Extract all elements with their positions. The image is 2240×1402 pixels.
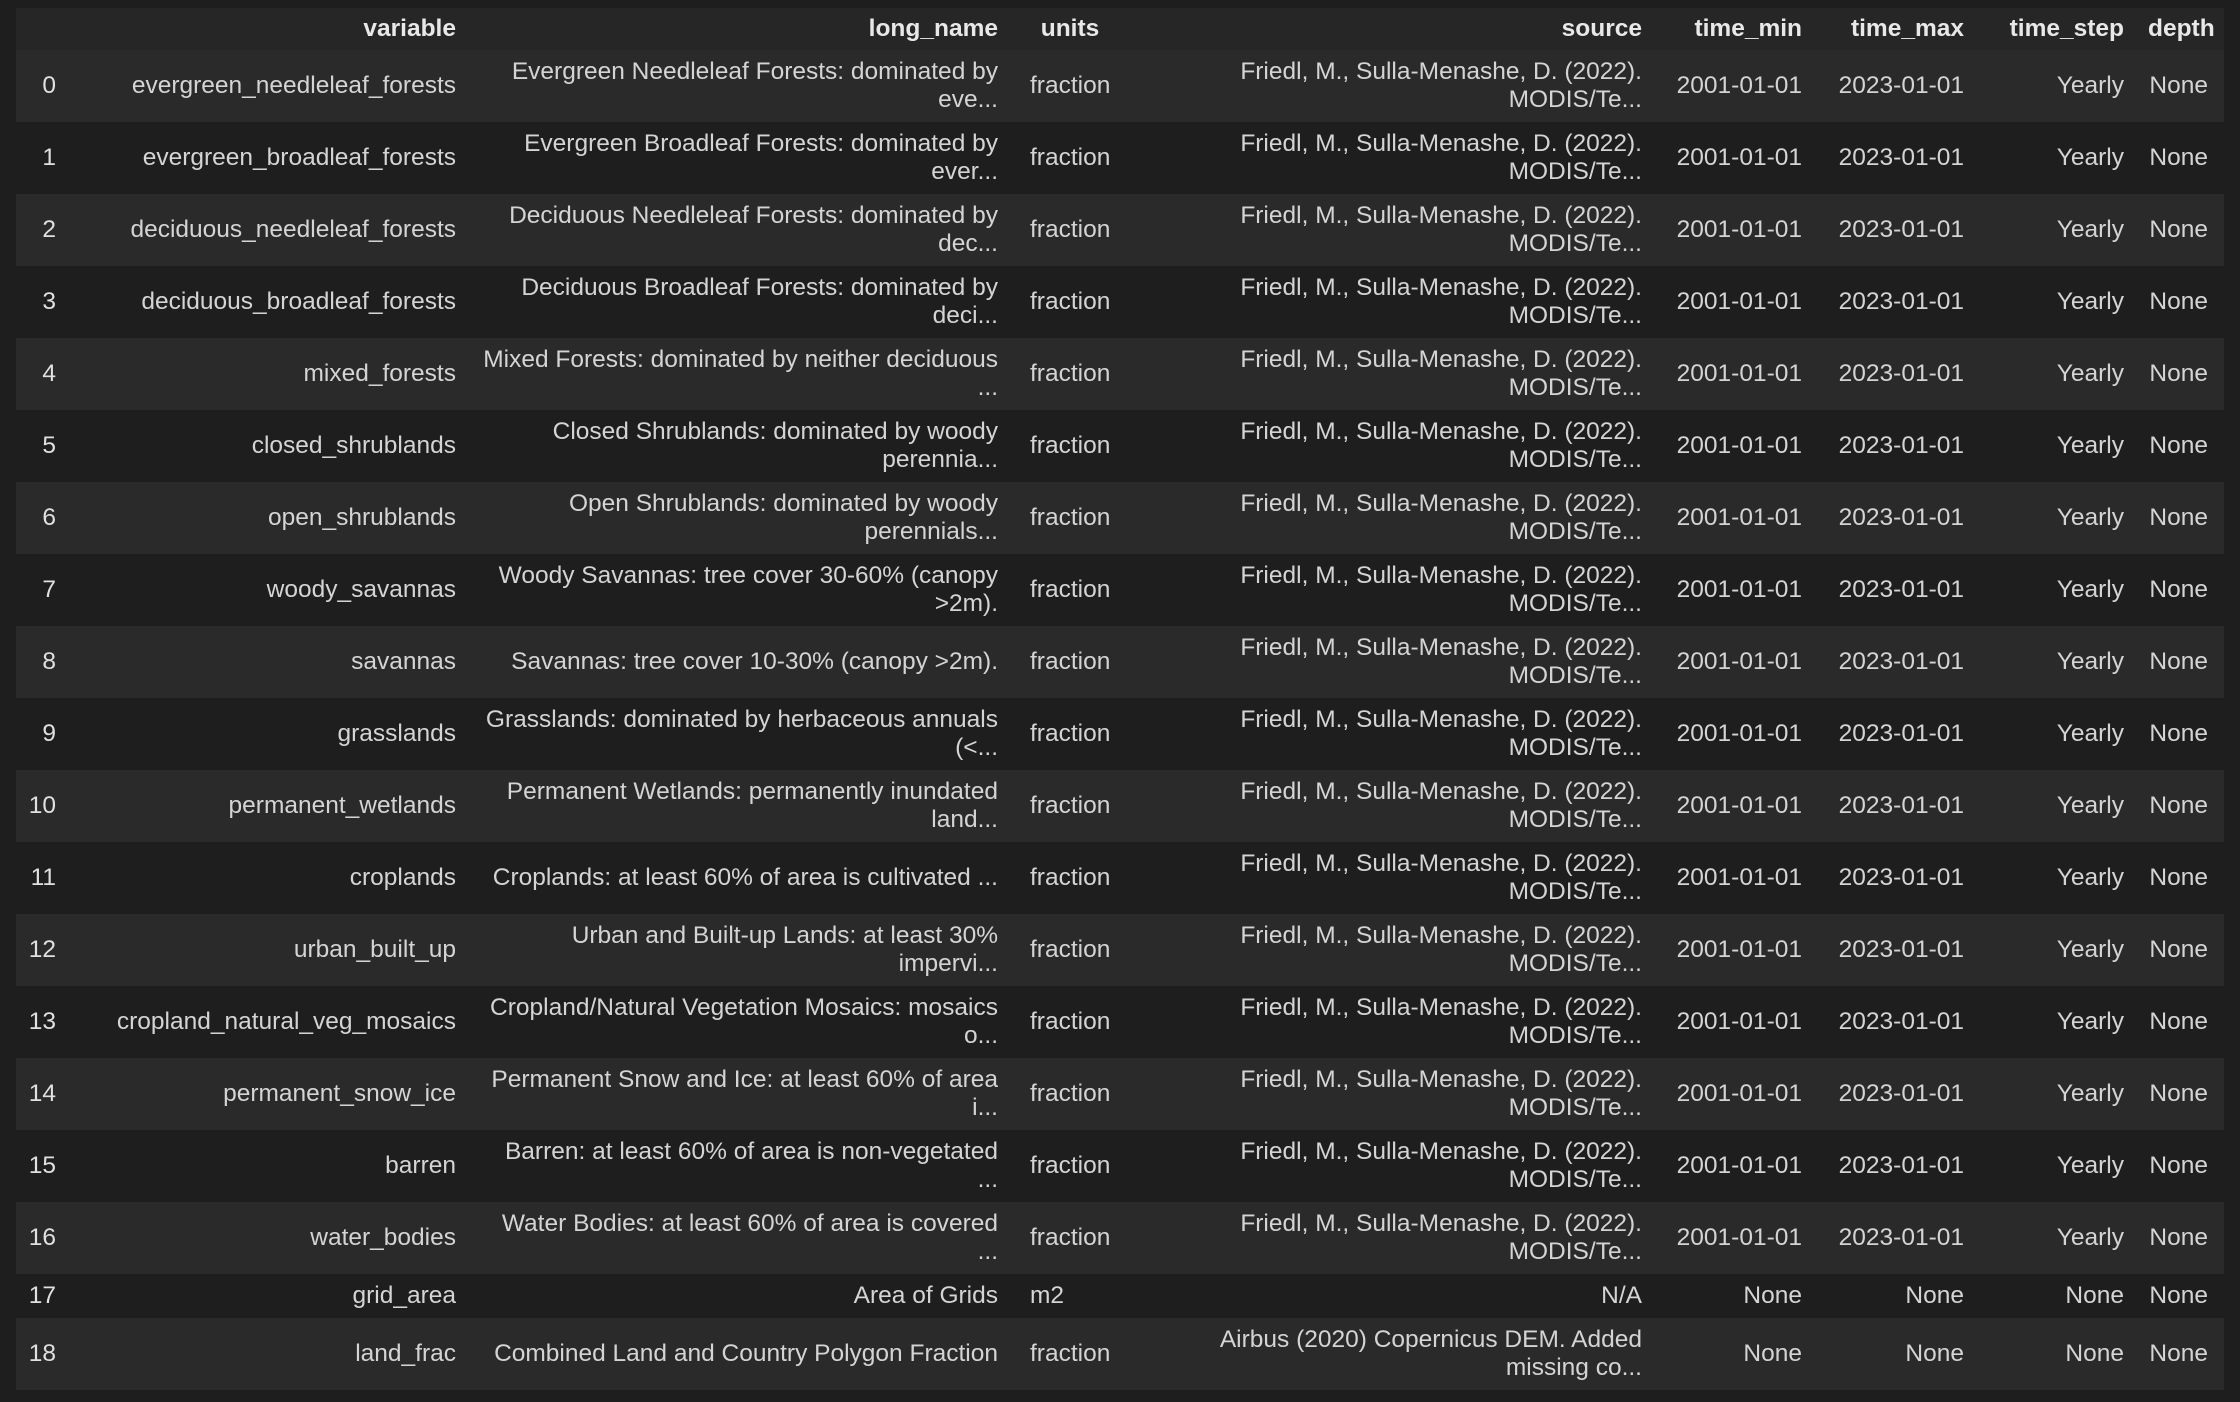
cell-depth: None (2140, 194, 2224, 266)
cell-depth: None (2140, 1058, 2224, 1130)
cell-units: fraction (1014, 914, 1134, 986)
cell-time-min: 2001-01-01 (1658, 770, 1818, 842)
header-source: source (1134, 8, 1658, 50)
cell-variable: barren (72, 1130, 472, 1202)
cell-time-step: Yearly (1980, 410, 2140, 482)
cell-source: Friedl, M., Sulla-Menashe, D. (2022). MODIS/Te... (1134, 338, 1658, 410)
cell-time-max: 2023-01-01 (1818, 1202, 1980, 1274)
cell-depth: None (2140, 1274, 2224, 1318)
cell-time-max: 2023-01-01 (1818, 1058, 1980, 1130)
cell-long-name: Combined Land and Country Polygon Fraction (472, 1318, 1014, 1390)
cell-source: Friedl, M., Sulla-Menashe, D. (2022). MODIS/Te... (1134, 554, 1658, 626)
cell-units: fraction (1014, 1318, 1134, 1390)
cell-time-max: 2023-01-01 (1818, 410, 1980, 482)
cell-variable: evergreen_needleleaf_forests (72, 50, 472, 122)
cell-time-min: 2001-01-01 (1658, 1202, 1818, 1274)
cell-units: fraction (1014, 194, 1134, 266)
cell-source: Friedl, M., Sulla-Menashe, D. (2022). MODIS/Te... (1134, 914, 1658, 986)
cell-source: Friedl, M., Sulla-Menashe, D. (2022). MODIS/Te... (1134, 1130, 1658, 1202)
cell-depth: None (2140, 338, 2224, 410)
cell-time-max: 2023-01-01 (1818, 194, 1980, 266)
cell-time-min: 2001-01-01 (1658, 122, 1818, 194)
cell-depth: None (2140, 626, 2224, 698)
cell-variable: mixed_forests (72, 338, 472, 410)
cell-index: 18 (16, 1318, 72, 1390)
cell-depth: None (2140, 1318, 2224, 1390)
table-row (16, 770, 2224, 842)
cell-index: 8 (16, 626, 72, 698)
cell-index: 14 (16, 1058, 72, 1130)
cell-index: 11 (16, 842, 72, 914)
cell-source: Friedl, M., Sulla-Menashe, D. (2022). MODIS/Te... (1134, 194, 1658, 266)
cell-time-step: Yearly (1980, 122, 2140, 194)
cell-depth: None (2140, 1130, 2224, 1202)
cell-long-name: Evergreen Broadleaf Forests: dominated by ever... (472, 122, 1014, 194)
cell-time-step: Yearly (1980, 698, 2140, 770)
cell-units: fraction (1014, 698, 1134, 770)
cell-time-min: 2001-01-01 (1658, 410, 1818, 482)
table-row (16, 842, 2224, 914)
table-row (16, 266, 2224, 338)
cell-depth: None (2140, 50, 2224, 122)
cell-long-name: Area of Grids (472, 1274, 1014, 1318)
header-variable: variable (72, 8, 472, 50)
cell-source: Friedl, M., Sulla-Menashe, D. (2022). MODIS/Te... (1134, 1058, 1658, 1130)
table-row (16, 482, 2224, 554)
cell-long-name: Deciduous Broadleaf Forests: dominated by deci... (472, 266, 1014, 338)
cell-variable: croplands (72, 842, 472, 914)
table-row (16, 1318, 2224, 1390)
cell-variable: grid_area (72, 1274, 472, 1318)
cell-time-max: 2023-01-01 (1818, 482, 1980, 554)
cell-source: Friedl, M., Sulla-Menashe, D. (2022). MODIS/Te... (1134, 842, 1658, 914)
cell-time-step: Yearly (1980, 914, 2140, 986)
table-row (16, 410, 2224, 482)
cell-source: Airbus (2020) Copernicus DEM. Added missing co... (1134, 1318, 1658, 1390)
cell-depth: None (2140, 914, 2224, 986)
cell-time-max: 2023-01-01 (1818, 914, 1980, 986)
cell-time-min: 2001-01-01 (1658, 50, 1818, 122)
cell-depth: None (2140, 1202, 2224, 1274)
cell-time-step: Yearly (1980, 50, 2140, 122)
dataframe-output (16, 8, 2224, 1390)
cell-variable: deciduous_needleleaf_forests (72, 194, 472, 266)
header-units: units (1014, 8, 1134, 50)
cell-units: fraction (1014, 122, 1134, 194)
cell-units: fraction (1014, 50, 1134, 122)
cell-long-name: Evergreen Needleleaf Forests: dominated by eve... (472, 50, 1014, 122)
cell-variable: water_bodies (72, 1202, 472, 1274)
table-row (16, 986, 2224, 1058)
table-row (16, 914, 2224, 986)
cell-index: 2 (16, 194, 72, 266)
cell-units: m2 (1014, 1274, 1134, 1318)
cell-time-min: None (1658, 1274, 1818, 1318)
cell-units: fraction (1014, 1202, 1134, 1274)
table-row (16, 554, 2224, 626)
table-row (16, 1274, 2224, 1318)
cell-index: 4 (16, 338, 72, 410)
cell-time-min: 2001-01-01 (1658, 1130, 1818, 1202)
cell-time-min: 2001-01-01 (1658, 482, 1818, 554)
cell-units: fraction (1014, 626, 1134, 698)
cell-time-min: 2001-01-01 (1658, 338, 1818, 410)
cell-time-max: None (1818, 1274, 1980, 1318)
cell-index: 10 (16, 770, 72, 842)
cell-time-max: 2023-01-01 (1818, 1130, 1980, 1202)
cell-time-max: 2023-01-01 (1818, 626, 1980, 698)
cell-source: Friedl, M., Sulla-Menashe, D. (2022). MODIS/Te... (1134, 122, 1658, 194)
cell-time-max: 2023-01-01 (1818, 122, 1980, 194)
cell-depth: None (2140, 266, 2224, 338)
cell-depth: None (2140, 986, 2224, 1058)
cell-source: Friedl, M., Sulla-Menashe, D. (2022). MODIS/Te... (1134, 266, 1658, 338)
header-long-name: long_name (472, 8, 1014, 50)
cell-units: fraction (1014, 554, 1134, 626)
cell-source: Friedl, M., Sulla-Menashe, D. (2022). MODIS/Te... (1134, 410, 1658, 482)
cell-index: 13 (16, 986, 72, 1058)
cell-long-name: Urban and Built-up Lands: at least 30% impervi... (472, 914, 1014, 986)
cell-index: 7 (16, 554, 72, 626)
cell-time-step: Yearly (1980, 1130, 2140, 1202)
cell-time-step: Yearly (1980, 482, 2140, 554)
cell-units: fraction (1014, 1058, 1134, 1130)
cell-time-max: 2023-01-01 (1818, 338, 1980, 410)
table-row (16, 1202, 2224, 1274)
cell-time-step: Yearly (1980, 554, 2140, 626)
cell-source: Friedl, M., Sulla-Menashe, D. (2022). MODIS/Te... (1134, 770, 1658, 842)
cell-long-name: Permanent Snow and Ice: at least 60% of area i... (472, 1058, 1014, 1130)
cell-long-name: Savannas: tree cover 10-30% (canopy >2m). (472, 626, 1014, 698)
cell-long-name: Grasslands: dominated by herbaceous annuals (<... (472, 698, 1014, 770)
header-time-step: time_step (1980, 8, 2140, 50)
cell-time-min: 2001-01-01 (1658, 698, 1818, 770)
table-row (16, 122, 2224, 194)
cell-time-min: 2001-01-01 (1658, 554, 1818, 626)
cell-long-name: Closed Shrublands: dominated by woody perennia... (472, 410, 1014, 482)
cell-time-min: 2001-01-01 (1658, 986, 1818, 1058)
cell-time-max: 2023-01-01 (1818, 770, 1980, 842)
cell-variable: closed_shrublands (72, 410, 472, 482)
cell-time-min: None (1658, 1318, 1818, 1390)
table-row (16, 50, 2224, 122)
header-time-max: time_max (1818, 8, 1980, 50)
cell-depth: None (2140, 482, 2224, 554)
cell-long-name: Mixed Forests: dominated by neither deciduous ... (472, 338, 1014, 410)
cell-units: fraction (1014, 1130, 1134, 1202)
cell-time-step: Yearly (1980, 266, 2140, 338)
cell-depth: None (2140, 842, 2224, 914)
cell-index: 15 (16, 1130, 72, 1202)
cell-units: fraction (1014, 266, 1134, 338)
cell-variable: grasslands (72, 698, 472, 770)
cell-time-step: Yearly (1980, 626, 2140, 698)
cell-time-max: 2023-01-01 (1818, 842, 1980, 914)
table-row (16, 698, 2224, 770)
cell-time-step: None (1980, 1274, 2140, 1318)
cell-units: fraction (1014, 842, 1134, 914)
cell-depth: None (2140, 122, 2224, 194)
cell-index: 5 (16, 410, 72, 482)
cell-time-min: 2001-01-01 (1658, 842, 1818, 914)
cell-depth: None (2140, 554, 2224, 626)
cell-time-step: Yearly (1980, 842, 2140, 914)
cell-depth: None (2140, 410, 2224, 482)
cell-units: fraction (1014, 482, 1134, 554)
cell-variable: evergreen_broadleaf_forests (72, 122, 472, 194)
cell-index: 3 (16, 266, 72, 338)
cell-long-name: Deciduous Needleleaf Forests: dominated by dec... (472, 194, 1014, 266)
cell-time-max: 2023-01-01 (1818, 554, 1980, 626)
cell-source: Friedl, M., Sulla-Menashe, D. (2022). MODIS/Te... (1134, 986, 1658, 1058)
cell-units: fraction (1014, 338, 1134, 410)
cell-depth: None (2140, 698, 2224, 770)
cell-time-min: 2001-01-01 (1658, 914, 1818, 986)
cell-index: 9 (16, 698, 72, 770)
cell-source: Friedl, M., Sulla-Menashe, D. (2022). MODIS/Te... (1134, 1202, 1658, 1274)
cell-long-name: Woody Savannas: tree cover 30-60% (canopy >2m). (472, 554, 1014, 626)
cell-time-step: Yearly (1980, 770, 2140, 842)
dataframe-table (16, 8, 2224, 1390)
cell-variable: deciduous_broadleaf_forests (72, 266, 472, 338)
cell-time-min: 2001-01-01 (1658, 1058, 1818, 1130)
table-row (16, 1130, 2224, 1202)
cell-time-max: 2023-01-01 (1818, 50, 1980, 122)
cell-time-step: None (1980, 1318, 2140, 1390)
cell-time-min: 2001-01-01 (1658, 626, 1818, 698)
table-row (16, 338, 2224, 410)
cell-depth: None (2140, 770, 2224, 842)
cell-index: 17 (16, 1274, 72, 1318)
cell-time-max: None (1818, 1318, 1980, 1390)
table-row (16, 626, 2224, 698)
cell-variable: savannas (72, 626, 472, 698)
header-index (16, 8, 72, 50)
cell-source: N/A (1134, 1274, 1658, 1318)
cell-source: Friedl, M., Sulla-Menashe, D. (2022). MODIS/Te... (1134, 698, 1658, 770)
table-row (16, 194, 2224, 266)
cell-variable: permanent_wetlands (72, 770, 472, 842)
cell-variable: permanent_snow_ice (72, 1058, 472, 1130)
table-body (16, 50, 2224, 1390)
cell-long-name: Barren: at least 60% of area is non-vegetated ... (472, 1130, 1014, 1202)
table-row (16, 1058, 2224, 1130)
cell-units: fraction (1014, 770, 1134, 842)
table-header-row (16, 8, 2224, 50)
cell-time-step: Yearly (1980, 986, 2140, 1058)
cell-units: fraction (1014, 410, 1134, 482)
cell-units: fraction (1014, 986, 1134, 1058)
cell-time-step: Yearly (1980, 1202, 2140, 1274)
cell-long-name: Croplands: at least 60% of area is cultivated ... (472, 842, 1014, 914)
cell-variable: urban_built_up (72, 914, 472, 986)
cell-variable: land_frac (72, 1318, 472, 1390)
cell-variable: cropland_natural_veg_mosaics (72, 986, 472, 1058)
cell-source: Friedl, M., Sulla-Menashe, D. (2022). MODIS/Te... (1134, 626, 1658, 698)
header-time-min: time_min (1658, 8, 1818, 50)
cell-time-max: 2023-01-01 (1818, 266, 1980, 338)
cell-index: 6 (16, 482, 72, 554)
cell-source: Friedl, M., Sulla-Menashe, D. (2022). MODIS/Te... (1134, 482, 1658, 554)
header-depth: depth (2140, 8, 2224, 50)
cell-index: 12 (16, 914, 72, 986)
cell-index: 0 (16, 50, 72, 122)
cell-long-name: Cropland/Natural Vegetation Mosaics: mosaics o... (472, 986, 1014, 1058)
cell-index: 16 (16, 1202, 72, 1274)
cell-variable: woody_savannas (72, 554, 472, 626)
cell-long-name: Water Bodies: at least 60% of area is covered ... (472, 1202, 1014, 1274)
cell-time-step: Yearly (1980, 194, 2140, 266)
cell-time-step: Yearly (1980, 1058, 2140, 1130)
cell-variable: open_shrublands (72, 482, 472, 554)
cell-source: Friedl, M., Sulla-Menashe, D. (2022). MODIS/Te... (1134, 50, 1658, 122)
cell-time-max: 2023-01-01 (1818, 698, 1980, 770)
cell-time-max: 2023-01-01 (1818, 986, 1980, 1058)
cell-time-min: 2001-01-01 (1658, 194, 1818, 266)
cell-time-min: 2001-01-01 (1658, 266, 1818, 338)
cell-long-name: Open Shrublands: dominated by woody perennials... (472, 482, 1014, 554)
cell-time-step: Yearly (1980, 338, 2140, 410)
cell-index: 1 (16, 122, 72, 194)
cell-long-name: Permanent Wetlands: permanently inundated land... (472, 770, 1014, 842)
